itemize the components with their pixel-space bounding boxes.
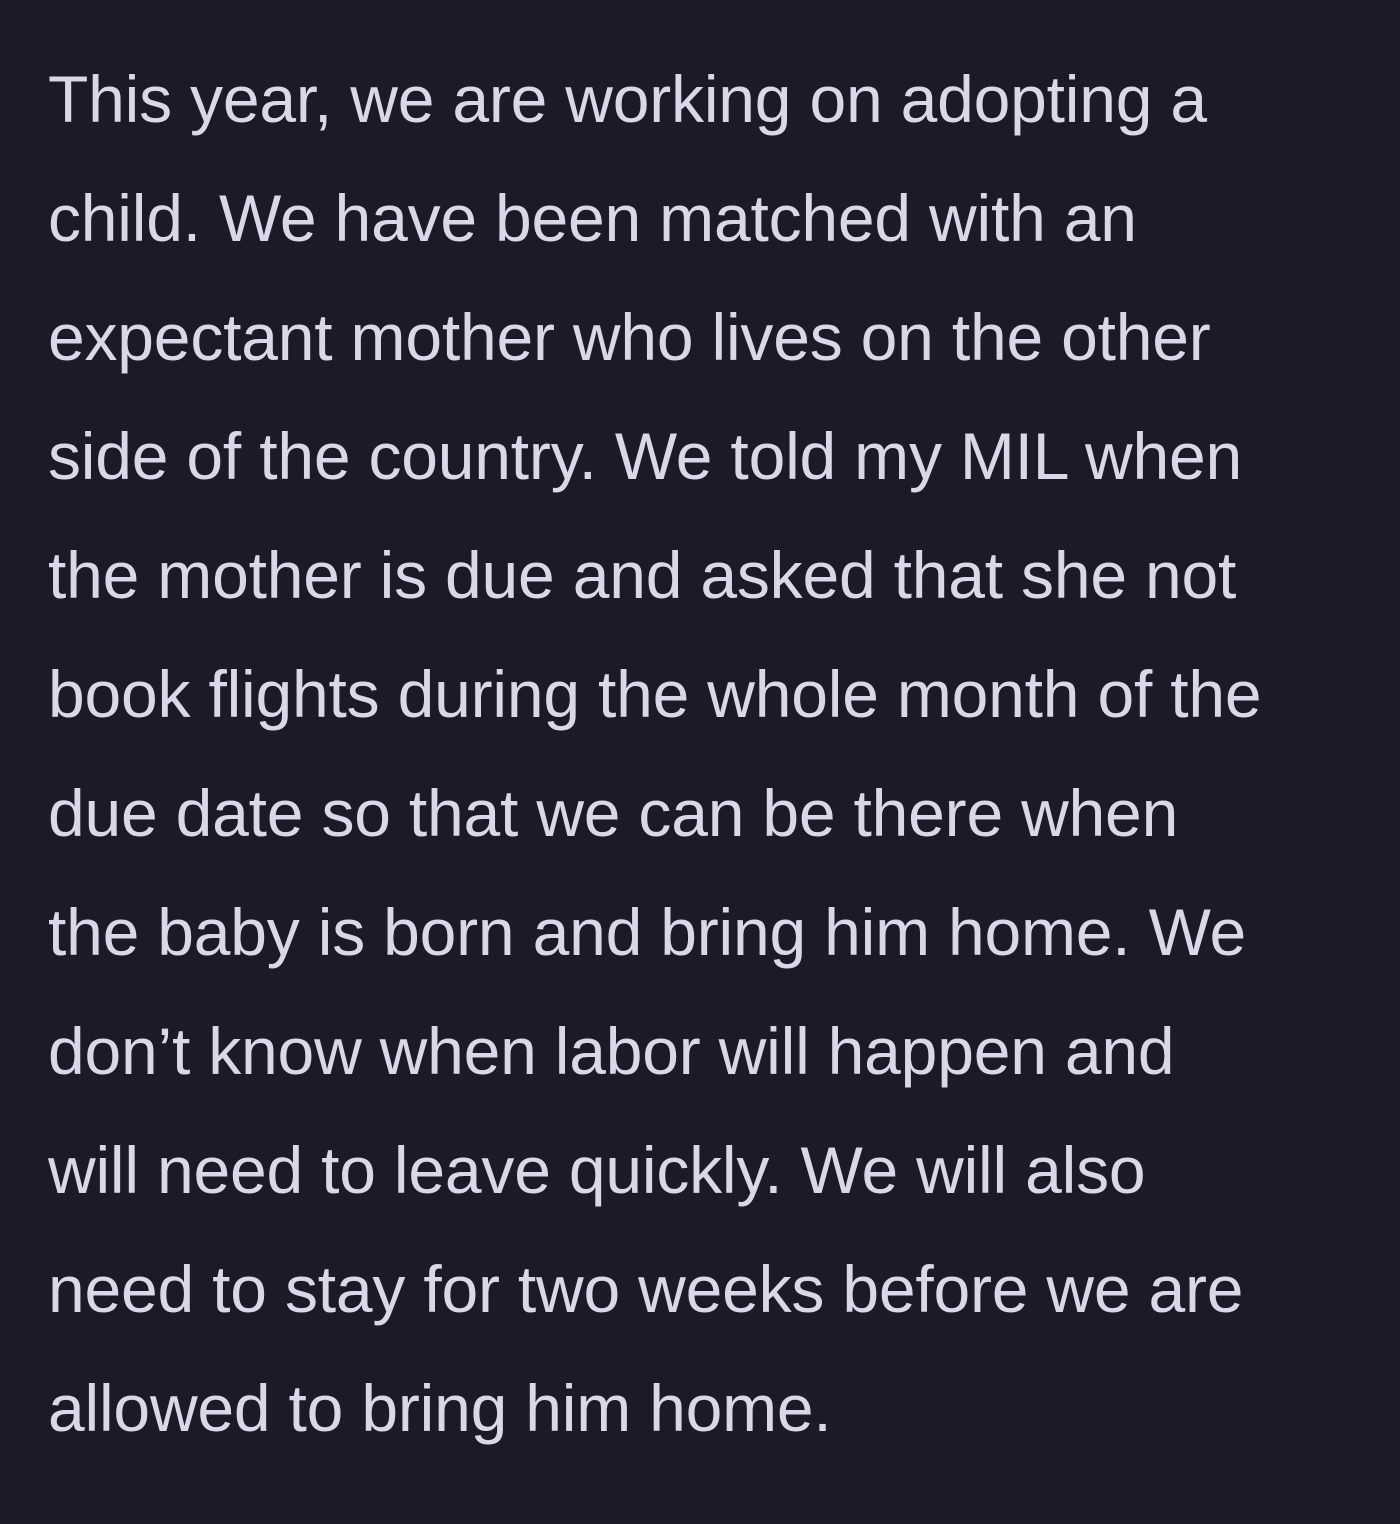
- text-line: the mother is due and asked that she not: [48, 538, 1237, 612]
- text-line: child. We have been matched with an: [48, 181, 1137, 255]
- text-line: don’t know when labor will happen and: [48, 1014, 1175, 1088]
- text-line: allowed to bring him home.: [48, 1371, 832, 1445]
- text-line: expectant mother who lives on the other: [48, 300, 1211, 374]
- text-line: This year, we are working on adopting a: [48, 62, 1207, 136]
- text-line: the baby is born and bring him home. We: [48, 895, 1246, 969]
- post-paragraph: [48, 40, 1368, 1468]
- text-line: will need to leave quickly. We will also: [48, 1133, 1146, 1207]
- text-line: book flights during the whole month of the: [48, 657, 1262, 731]
- text-line: need to stay for two weeks before we are: [48, 1252, 1244, 1326]
- text-line: due date so that we can be there when: [48, 776, 1179, 850]
- text-line: side of the country. We told my MIL when: [48, 419, 1242, 493]
